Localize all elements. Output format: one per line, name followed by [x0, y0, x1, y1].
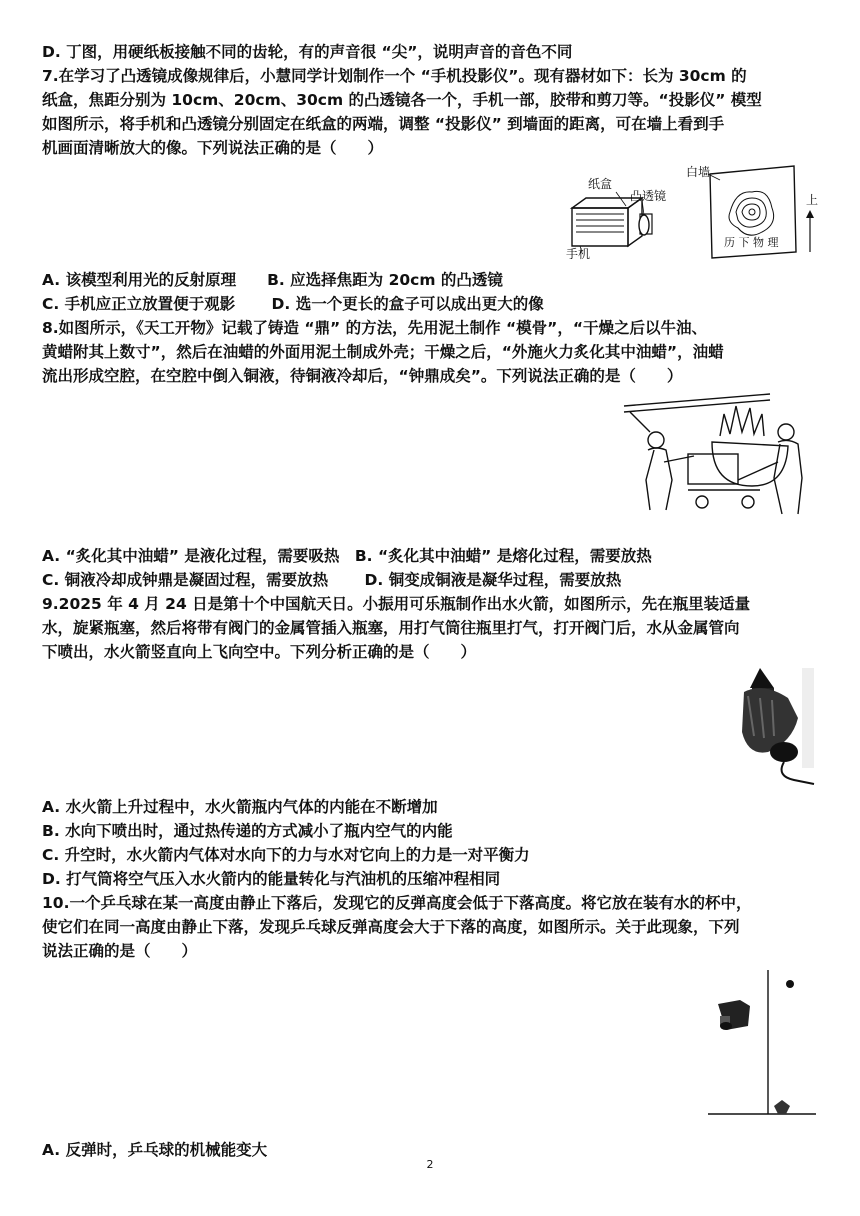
convex-lens-icon: [639, 215, 649, 235]
q7-options-ab: A. 该模型利用光的反射原理 B. 应选择焦距为 20cm 的凸透镜: [42, 271, 503, 289]
q10-stem-line-2: 使它们在同一高度由静止下落，发现乒乓球反弹高度会大于下落的高度，如图所示。关于此现象，下列: [42, 918, 740, 936]
water-rocket-photo: [740, 666, 816, 790]
label-white-wall: 白墙: [686, 165, 711, 179]
q8-stem-line-1: 8.如图所示，《天工开物》记载了铸造 “鼎” 的方法，先用泥土制作 “模骨”，“干燥之后以牛油、: [42, 319, 708, 337]
label-phone: 手机: [566, 247, 591, 260]
q10-stem-line-1: 10.一个乒乓球在某一高度由静止下落后，发现它的反弹高度会低于下落高度。将它放在装有水的杯中，: [42, 894, 752, 912]
q9-stem-line-2: 水，旋紧瓶塞，然后将带有阀门的金属管插入瓶塞，用打气筒往瓶里打气，打开阀门后，水从金属管向: [42, 619, 740, 637]
q9-option-b: B. 水向下喷出时，通过热传递的方式减小了瓶内空气的内能: [42, 822, 453, 840]
label-convex-lens: 凸透镜: [630, 189, 667, 203]
q7-options-cd: C. 手机应正立放置便于观影 D. 选一个更长的盒子可以成出更大的像: [42, 295, 544, 313]
q7-stem-line-3: 如图所示，将手机和凸透镜分别固定在纸盒的两端，调整 “投影仪” 到墙面的距离，可在墙上看到手: [42, 115, 725, 133]
q9-option-a: A. 水火箭上升过程中，水火箭瓶内气体的内能在不断增加: [42, 798, 438, 816]
q8-options-ab: A. “炙化其中油蜡” 是液化过程，需要吸热 B. “炙化其中油蜡” 是熔化过程，需要放热: [42, 547, 652, 565]
label-paper-box: 纸盒: [588, 177, 613, 191]
projector-figure: [560, 160, 820, 260]
q10-stem-line-3: 说法正确的是（ ）: [42, 942, 198, 960]
q8-stem-line-2: 黄蜡附其上数寸”，然后在油蜡的外面用泥土制成外壳；干燥之后，“外施火力炙化其中油蜡”，油蜡: [42, 343, 724, 361]
q9-option-d: D. 打气筒将空气压入水火箭内的能量转化与汽油机的压缩冲程相同: [42, 870, 501, 888]
q8-options-cd: C. 铜液冷却成钟鼎是凝固过程，需要放热 D. 铜变成铜液是凝华过程，需要放热: [42, 571, 622, 589]
projected-image-icon: [729, 191, 774, 235]
q7-stem-line-1: 7.在学习了凸透镜成像规律后，小慧同学计划制作一个 “手机投影仪”。现有器材如下：长为 30cm 的: [42, 67, 747, 85]
q9-option-c: C. 升空时，水火箭内气体对水向下的力与水对它向上的力是一对平衡力: [42, 846, 530, 864]
cup-with-ball-photo: [718, 1000, 750, 1030]
q8-stem-line-3: 流出形成空腔，在空腔中倒入铜液，待铜液冷却后，“钟鼎成矣”。下列说法正确的是（ ）: [42, 367, 683, 385]
q10-option-a: A. 反弹时，乒乓球的机械能变大: [42, 1141, 268, 1159]
q9-stem-line-1: 9.2025 年 4 月 24 日是第十个中国航天日。小振用可乐瓶制作出水火箭，如图所示，先在瓶里装适量: [42, 595, 751, 613]
q7-stem-line-4: 机画面清晰放大的像。下列说法正确的是（ ）: [42, 139, 384, 157]
wall-caption: 历 下 物 理: [724, 236, 779, 249]
page-number: 2: [426, 1158, 434, 1171]
q7-stem-line-2: 纸盒，焦距分别为 10cm、20cm、30cm 的凸透镜各一个，手机一部，胶带和剪刀等。“投影仪” 模型: [42, 91, 762, 109]
q9-stem-line-3: 下喷出，水火箭竖直向上飞向空中。下列分析正确的是（ ）: [42, 643, 477, 661]
q6-option-d: D. 丁图，用硬纸板接触不同的齿轮，有的声音很 “尖”，说明声音的音色不同: [42, 43, 573, 61]
label-up: 上: [806, 193, 819, 207]
bouncing-ball-icon: [786, 980, 794, 988]
pingpong-cup-figure: [704, 966, 820, 1122]
casting-illustration: [620, 392, 820, 520]
